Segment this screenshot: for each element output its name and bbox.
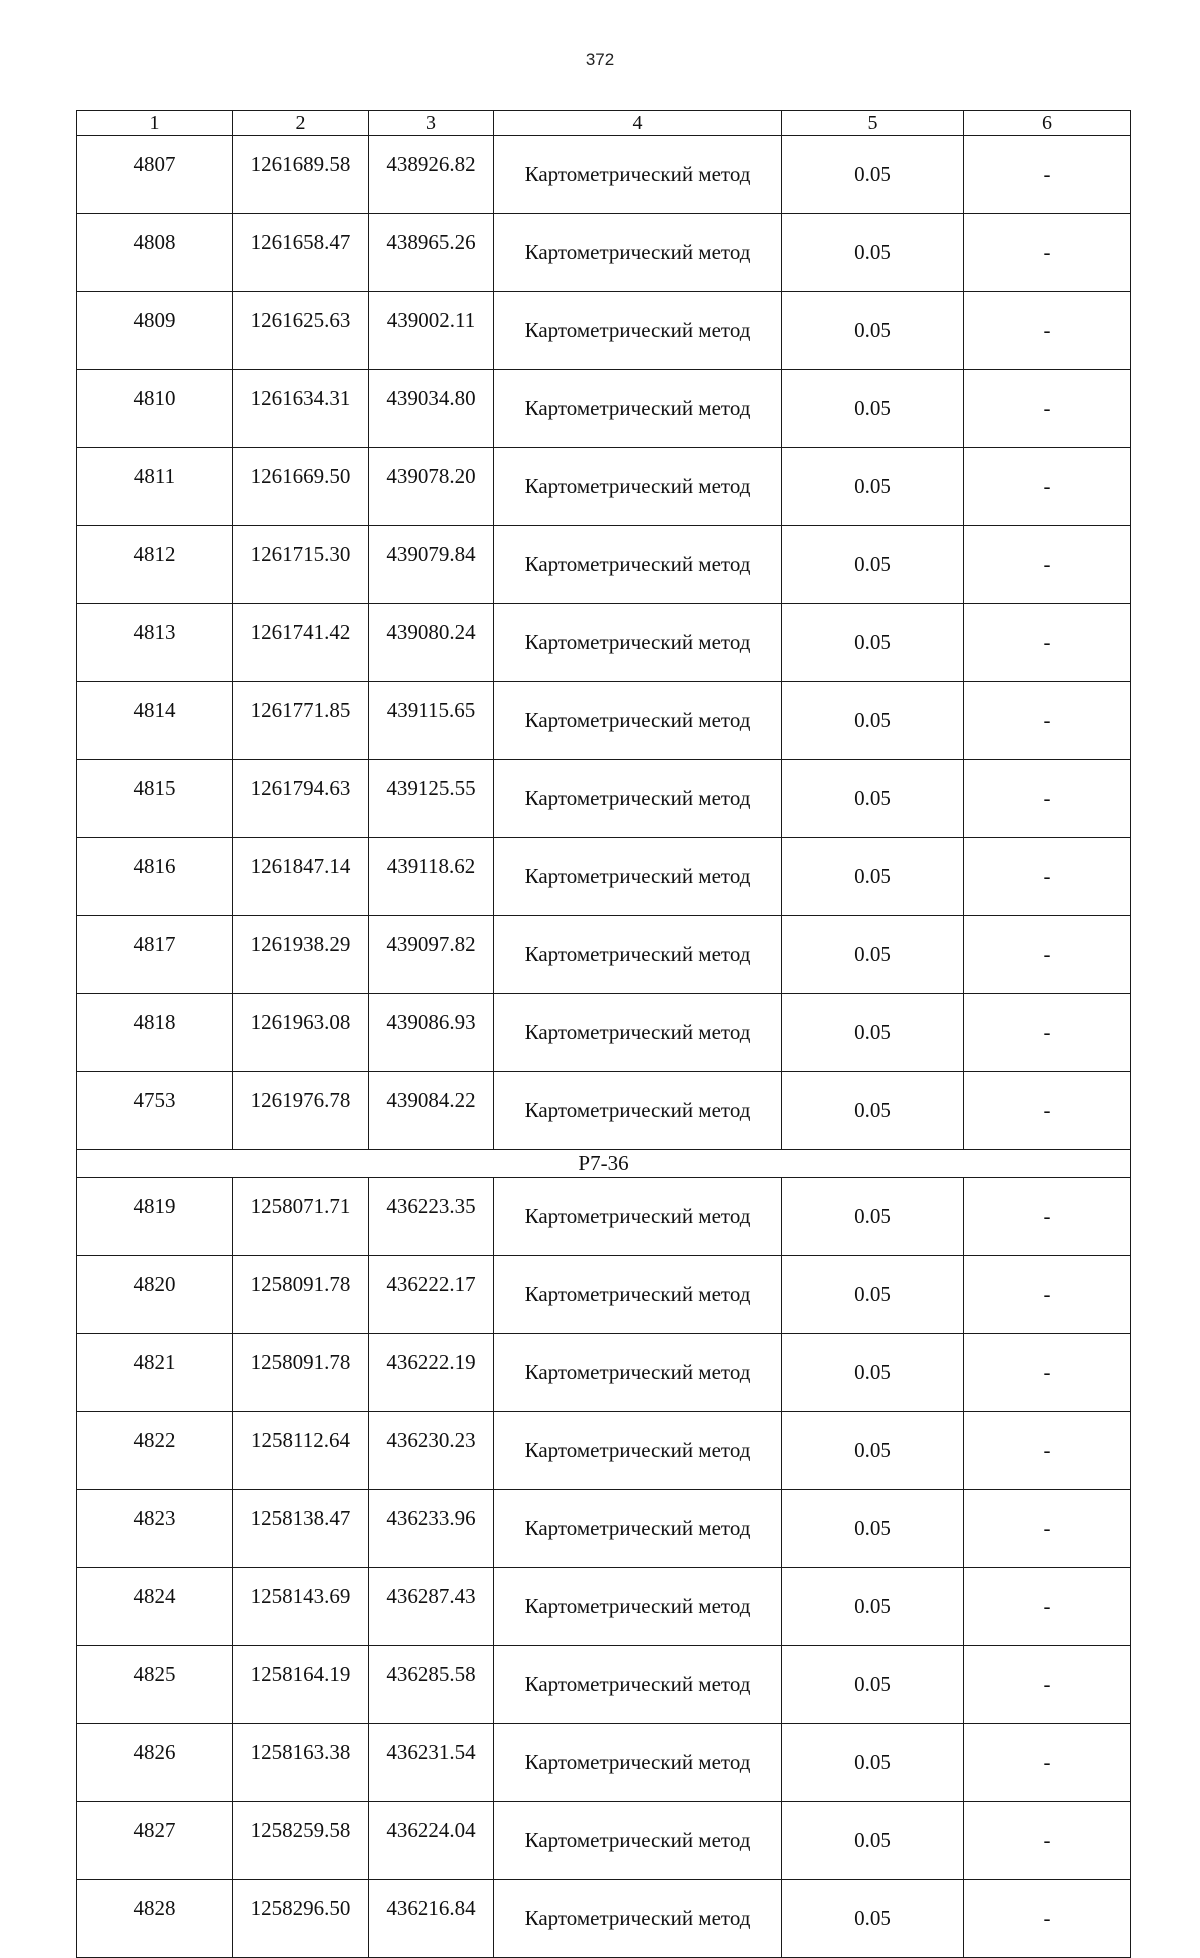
table-row (77, 994, 1131, 1072)
coordinate-x-cell: 1258163.38 (233, 1724, 369, 1802)
description-cell: - (964, 292, 1131, 370)
table-row (77, 136, 1131, 214)
header-col-6: 6 (964, 111, 1131, 136)
header-col-4: 4 (494, 111, 782, 136)
accuracy-cell: 0.05 (782, 1256, 964, 1334)
coordinate-x-cell: 1258138.47 (233, 1490, 369, 1568)
coordinate-y-cell: 438965.26 (369, 214, 494, 292)
accuracy-cell: 0.05 (782, 760, 964, 838)
table-row (77, 682, 1131, 760)
accuracy-cell: 0.05 (782, 292, 964, 370)
description-cell: - (964, 1256, 1131, 1334)
section-label: Р7-36 (77, 1150, 1131, 1178)
table-row (77, 838, 1131, 916)
description-cell: - (964, 1724, 1131, 1802)
coordinate-y-cell: 439118.62 (369, 838, 494, 916)
coordinate-y-cell: 436287.43 (369, 1568, 494, 1646)
point-number-cell: 4809 (77, 292, 233, 370)
coordinate-x-cell: 1261658.47 (233, 214, 369, 292)
table-row (77, 1880, 1131, 1958)
point-number-cell: 4810 (77, 370, 233, 448)
table-row (77, 1334, 1131, 1412)
coordinate-y-cell: 439097.82 (369, 916, 494, 994)
table-row (77, 370, 1131, 448)
method-cell: Картометрический метод (494, 1412, 782, 1490)
coordinate-y-cell: 436224.04 (369, 1802, 494, 1880)
coordinate-y-cell: 436231.54 (369, 1724, 494, 1802)
table-row (77, 1724, 1131, 1802)
accuracy-cell: 0.05 (782, 604, 964, 682)
coordinate-y-cell: 439079.84 (369, 526, 494, 604)
coordinate-y-cell: 439034.80 (369, 370, 494, 448)
coordinate-y-cell: 439080.24 (369, 604, 494, 682)
coordinate-x-cell: 1258091.78 (233, 1256, 369, 1334)
coordinate-y-cell: 436223.35 (369, 1178, 494, 1256)
table-row (77, 1568, 1131, 1646)
coordinate-x-cell: 1261715.30 (233, 526, 369, 604)
point-number-cell: 4824 (77, 1568, 233, 1646)
point-number-cell: 4815 (77, 760, 233, 838)
coordinate-y-cell: 436222.19 (369, 1334, 494, 1412)
table-row (77, 214, 1131, 292)
accuracy-cell: 0.05 (782, 1072, 964, 1150)
header-col-2: 2 (233, 111, 369, 136)
table-row (77, 1178, 1131, 1256)
accuracy-cell: 0.05 (782, 1724, 964, 1802)
point-number-cell: 4826 (77, 1724, 233, 1802)
page-number: 372 (585, 50, 615, 69)
method-cell: Картометрический метод (494, 136, 782, 214)
header-col-1: 1 (77, 111, 233, 136)
description-cell: - (964, 760, 1131, 838)
table-row (77, 1072, 1131, 1150)
coordinate-x-cell: 1258164.19 (233, 1646, 369, 1724)
header-row (77, 111, 1131, 136)
accuracy-cell: 0.05 (782, 448, 964, 526)
coordinate-x-cell: 1258259.58 (233, 1802, 369, 1880)
coordinate-x-cell: 1261625.63 (233, 292, 369, 370)
method-cell: Картометрический метод (494, 1256, 782, 1334)
method-cell: Картометрический метод (494, 604, 782, 682)
table-row (77, 1256, 1131, 1334)
table-header (77, 111, 1131, 136)
description-cell: - (964, 682, 1131, 760)
point-number-cell: 4819 (77, 1178, 233, 1256)
coordinate-x-cell: 1261938.29 (233, 916, 369, 994)
method-cell: Картометрический метод (494, 682, 782, 760)
coordinate-y-cell: 439084.22 (369, 1072, 494, 1150)
table-row (77, 526, 1131, 604)
table-row (77, 760, 1131, 838)
point-number-cell: 4821 (77, 1334, 233, 1412)
coordinate-x-cell: 1261741.42 (233, 604, 369, 682)
description-cell: - (964, 838, 1131, 916)
coordinate-x-cell: 1261976.78 (233, 1072, 369, 1150)
method-cell: Картометрический метод (494, 1880, 782, 1958)
coordinate-x-cell: 1258296.50 (233, 1880, 369, 1958)
accuracy-cell: 0.05 (782, 994, 964, 1072)
coordinate-y-cell: 436216.84 (369, 1880, 494, 1958)
description-cell: - (964, 1646, 1131, 1724)
point-number-cell: 4825 (77, 1646, 233, 1724)
description-cell: - (964, 1334, 1131, 1412)
point-number-cell: 4813 (77, 604, 233, 682)
point-number-cell: 4823 (77, 1490, 233, 1568)
description-cell: - (964, 1490, 1131, 1568)
coordinate-y-cell: 439125.55 (369, 760, 494, 838)
accuracy-cell: 0.05 (782, 214, 964, 292)
description-cell: - (964, 1568, 1131, 1646)
accuracy-cell: 0.05 (782, 1646, 964, 1724)
coordinate-y-cell: 436233.96 (369, 1490, 494, 1568)
description-cell: - (964, 448, 1131, 526)
method-cell: Картометрический метод (494, 526, 782, 604)
point-number-cell: 4808 (77, 214, 233, 292)
description-cell: - (964, 994, 1131, 1072)
description-cell: - (964, 214, 1131, 292)
table-body (77, 136, 1131, 1958)
coordinate-y-cell: 436285.58 (369, 1646, 494, 1724)
coordinate-y-cell: 439115.65 (369, 682, 494, 760)
table-row (77, 448, 1131, 526)
accuracy-cell: 0.05 (782, 1412, 964, 1490)
method-cell: Картометрический метод (494, 994, 782, 1072)
accuracy-cell: 0.05 (782, 1568, 964, 1646)
point-number-cell: 4820 (77, 1256, 233, 1334)
accuracy-cell: 0.05 (782, 838, 964, 916)
coordinate-x-cell: 1258091.78 (233, 1334, 369, 1412)
description-cell: - (964, 136, 1131, 214)
description-cell: - (964, 1412, 1131, 1490)
coordinate-x-cell: 1258112.64 (233, 1412, 369, 1490)
section-header-row (77, 1150, 1131, 1178)
header-col-5: 5 (782, 111, 964, 136)
coordinate-y-cell: 439078.20 (369, 448, 494, 526)
description-cell: - (964, 370, 1131, 448)
coordinate-x-cell: 1261771.85 (233, 682, 369, 760)
table-row (77, 604, 1131, 682)
point-number-cell: 4812 (77, 526, 233, 604)
method-cell: Картометрический метод (494, 760, 782, 838)
header-col-3: 3 (369, 111, 494, 136)
description-cell: - (964, 1178, 1131, 1256)
method-cell: Картометрический метод (494, 1646, 782, 1724)
description-cell: - (964, 604, 1131, 682)
description-cell: - (964, 1802, 1131, 1880)
method-cell: Картометрический метод (494, 214, 782, 292)
description-cell: - (964, 1880, 1131, 1958)
coordinate-x-cell: 1261847.14 (233, 838, 369, 916)
accuracy-cell: 0.05 (782, 1334, 964, 1412)
accuracy-cell: 0.05 (782, 1802, 964, 1880)
accuracy-cell: 0.05 (782, 136, 964, 214)
table-row (77, 1490, 1131, 1568)
table-row (77, 916, 1131, 994)
method-cell: Картометрический метод (494, 370, 782, 448)
method-cell: Картометрический метод (494, 1072, 782, 1150)
coordinate-x-cell: 1261669.50 (233, 448, 369, 526)
table-row (77, 1646, 1131, 1724)
coordinate-y-cell: 436230.23 (369, 1412, 494, 1490)
accuracy-cell: 0.05 (782, 682, 964, 760)
method-cell: Картометрический метод (494, 1568, 782, 1646)
point-number-cell: 4827 (77, 1802, 233, 1880)
table-row (77, 1802, 1131, 1880)
coordinate-x-cell: 1261963.08 (233, 994, 369, 1072)
coordinate-x-cell: 1261634.31 (233, 370, 369, 448)
description-cell: - (964, 526, 1131, 604)
point-number-cell: 4822 (77, 1412, 233, 1490)
coordinate-x-cell: 1258143.69 (233, 1568, 369, 1646)
point-number-cell: 4818 (77, 994, 233, 1072)
point-number-cell: 4814 (77, 682, 233, 760)
point-number-cell: 4753 (77, 1072, 233, 1150)
coordinates-table (76, 110, 1131, 1958)
coordinate-x-cell: 1261794.63 (233, 760, 369, 838)
point-number-cell: 4816 (77, 838, 233, 916)
accuracy-cell: 0.05 (782, 1178, 964, 1256)
method-cell: Картометрический метод (494, 448, 782, 526)
description-cell: - (964, 1072, 1131, 1150)
table-row (77, 292, 1131, 370)
table-row (77, 1412, 1131, 1490)
accuracy-cell: 0.05 (782, 370, 964, 448)
accuracy-cell: 0.05 (782, 526, 964, 604)
coordinate-y-cell: 439086.93 (369, 994, 494, 1072)
coordinate-y-cell: 436222.17 (369, 1256, 494, 1334)
method-cell: Картометрический метод (494, 1334, 782, 1412)
method-cell: Картометрический метод (494, 916, 782, 994)
method-cell: Картометрический метод (494, 1178, 782, 1256)
method-cell: Картометрический метод (494, 292, 782, 370)
point-number-cell: 4811 (77, 448, 233, 526)
coordinate-x-cell: 1258071.71 (233, 1178, 369, 1256)
method-cell: Картометрический метод (494, 1490, 782, 1568)
accuracy-cell: 0.05 (782, 1880, 964, 1958)
point-number-cell: 4817 (77, 916, 233, 994)
method-cell: Картометрический метод (494, 838, 782, 916)
coordinate-x-cell: 1261689.58 (233, 136, 369, 214)
method-cell: Картометрический метод (494, 1724, 782, 1802)
coordinate-y-cell: 439002.11 (369, 292, 494, 370)
method-cell: Картометрический метод (494, 1802, 782, 1880)
coordinate-y-cell: 438926.82 (369, 136, 494, 214)
description-cell: - (964, 916, 1131, 994)
accuracy-cell: 0.05 (782, 1490, 964, 1568)
point-number-cell: 4828 (77, 1880, 233, 1958)
accuracy-cell: 0.05 (782, 916, 964, 994)
point-number-cell: 4807 (77, 136, 233, 214)
